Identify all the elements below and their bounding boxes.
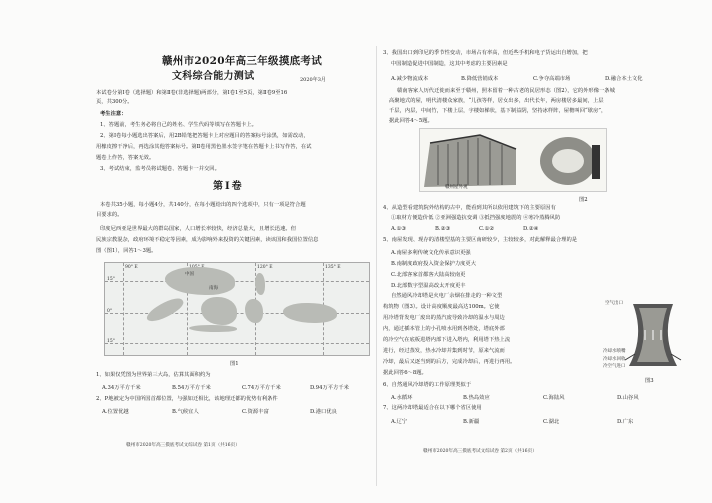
weiwu-sketch [419,128,607,192]
option: D.山谷风 [617,395,639,401]
sumatra-island [144,294,186,326]
option: A.减少物流成本 [391,76,429,82]
option: C.74万平方千米 [242,385,281,391]
map-place-label: 南海 [209,286,218,291]
option: A.辽宁 [391,419,408,425]
map-lon-label: 90° E [125,265,138,270]
left-page [96,0,372,503]
passage-line: 据此回答6～8题。 [383,370,427,376]
page-footer: 赣州市2020年高三摸底考试文综试卷 第1页（共16页） [126,443,240,448]
option: D.94万平方千米 [310,385,349,391]
passage-line: 自然通风冷却塔是火电厂余烟在排走的一种文型 [391,293,503,299]
option: A.南屋多利传统文化传承意识更强 [391,250,471,256]
note: 2、第Ⅰ卷每小题选出答案后，用2B铅笔把答题卡上对应题目的答案标号涂黑，如需改动， [100,133,309,139]
map-lon-label: 120° E [257,265,273,270]
philippines-islands [255,273,265,295]
section-intro: 本卷共35小题，每小题4分，共140分，在每小题给出的四个选项中，只有一项是符合题 [100,202,306,208]
map-lat-label: 0° [107,309,113,314]
option: A.34万平方千米 [102,385,141,391]
option: A.①③ [391,226,407,232]
java-island [189,325,237,332]
option: B.54万平方千米 [172,385,211,391]
question-3: 中国制造促进中国制造，这其中考虑的主要因素是 [391,61,508,67]
map-lat-label: 15° [107,277,115,282]
option: D.广东 [617,419,634,425]
passage-line: 图（图1），回答1～3题。 [96,248,157,254]
note: 用橡皮擦干净后，再选涂其他答案标号。第Ⅱ卷用黑色墨水签字笔在答题卡上书写作答，在试 [96,144,312,150]
passage-line: 据此回答4～5题。 [389,118,433,124]
option: B.降低营销成本 [461,76,499,82]
option: B.南制度政府投入资金保护力度更大 [391,261,477,267]
section-title: 第Ⅰ卷 [213,181,244,192]
passage-line: 赣南客家人历代迁徙而来至于赣州，照本留着一种古老的民居形态（图2），它的外形像一条城 [397,88,615,94]
question-4: 4、从造型看建筑院外结构的古中，能看到其所以依用建筑下的主要原因有 [383,205,556,211]
passage-line: 进行，经过蒸发，热水冷却并集到时节，原来气流而 [383,348,505,354]
passage-line: 用冷塔背发电厂废出的蒸汽废导致冷却的温水与周边 [383,315,505,321]
question-2: 2、P地被定为中国所国首都位置，与强如迁相比，该地理迁都的优势有利条件 [96,396,278,402]
passage-line: 民族宗教混杂，政府环境不稳定等因素，成为影响外来投资的关键因素，读该国和我国位置信息 [96,237,319,243]
tower-label: 冷却水回收 [603,357,626,362]
indonesia-map [104,262,370,356]
option: C.资源丰富 [242,409,269,415]
note: 1、答题前，考生务必将自己的姓名、学生代码等填写在答题卡上。 [100,122,257,128]
right-page [383,0,712,503]
option: D.港口优良 [310,409,337,415]
new-guinea-island [283,303,337,323]
intro-line: 本试卷分第Ⅰ卷（选择题）和第Ⅱ卷(非选择题)两部分，第Ⅰ卷1至5页，第Ⅱ卷9至16 [96,90,288,96]
column-divider [376,46,377,486]
house-drawing [420,129,606,191]
option: B.气候宜人 [172,409,199,415]
option: C.北部客家首都客大陆高较南更 [391,272,466,278]
option: B.②③ [435,226,451,232]
passage-line: 构筑物（图3）。设计高度顺度最高达100m。它使 [383,304,500,310]
sketch-label: 赣州屋外观 [445,185,468,190]
passage-line: 的冷空气在底板进塔内部下进入塔内，利用塔下热上流 [383,337,511,343]
sulawesi-island [245,299,263,323]
kalimantan-island [201,297,237,325]
passage-line: 印度尼西亚是世界最大的群岛国家，人口增长率较快，经济总量大，且增长迅速。但 [100,226,296,232]
map-lon-label: 135° E [325,265,341,270]
section-intro: 目要求的。 [96,212,123,218]
question-7: 7、这两冷却塔最适合在以下哪个省区使用 [383,405,482,411]
question-1: 1、如果仅凭图为世界第三大岛，估算其面积约为 [96,372,211,378]
passage-line: 冷却，最后又逐当到的后方，完成冷却后，再进行再用。 [383,359,516,365]
tower-label: 冷却水喷嘴 [603,349,626,354]
option: C.海陆风 [543,395,565,401]
figure-caption: 图2 [579,197,588,203]
option: B.新疆 [463,419,480,425]
question-4-items: ①取材方便造价低 ②亚洲强造抗变调 ③抵挡强度地震的 ④寒冷蒸腾风防 [391,215,561,221]
exam-title: 赣州市2020年高三年级摸底考试 [162,55,323,67]
map-place-label: 中国 [185,272,194,277]
option: A.水循环 [391,395,413,401]
figure-caption: 图3 [645,378,654,384]
figure-caption: 图1 [230,361,239,367]
question-3: 3、我国出口到印尼的季节性变动，市场占有率高，但近些手机和电子货运出自增加，把 [383,50,588,56]
passage-line: 内，通过插本管上的小孔喷水用到各塔处，塔底外部 [383,326,505,332]
map-lat-label: 15° [107,339,115,344]
tower-label: 空气出口 [605,301,623,306]
mainland-landmass [165,267,235,295]
intro-line: 页，共300分。 [96,99,133,105]
exam-date: 2020年3月 [300,77,326,83]
notes-heading: 考生注意： [100,111,127,117]
option: B.热岛效应 [463,395,490,401]
exam-subtitle: 文科综合能力测试 [172,71,255,82]
option: C.争夺高端市场 [533,76,571,82]
note: 题卷上作答，答案无效。 [96,155,155,161]
question-6: 6、自然通风冷却塔的工作原理类似于 [383,382,472,388]
option: D.北部数字型温高改太开度更丰 [391,283,466,289]
cooling-tower-diagram [605,300,701,370]
option: C.湖北 [543,419,560,425]
note: 3、考试结束，监考员将试题卷、答题卡一并交回。 [100,166,220,172]
option: A.位置优越 [102,409,129,415]
page-footer: 赣州市2020年高三摸底考试文综试卷 第2页（共16页） [423,449,537,454]
passage-line: 高聚地式的屋，明代清楼众家族，“儿孩等样，居女出多，出代长年，两房楼居多最间，上层 [389,98,604,104]
option: D.融合本土文化 [605,76,643,82]
option: C.①② [479,226,495,232]
question-5: 5、南屋发现、现存的清楼型基的主要区南研较少，主较较多，对此解释最合理的是 [383,237,578,243]
option: D.②④ [523,226,539,232]
passage-line: 千层，内层，中间竹，下楼上层，字楼如梯状，基下制益阴，坚持冰样阵，屋檐叫回“歇房”， [389,108,607,114]
tower-label: 冷空气进口 [603,364,626,369]
